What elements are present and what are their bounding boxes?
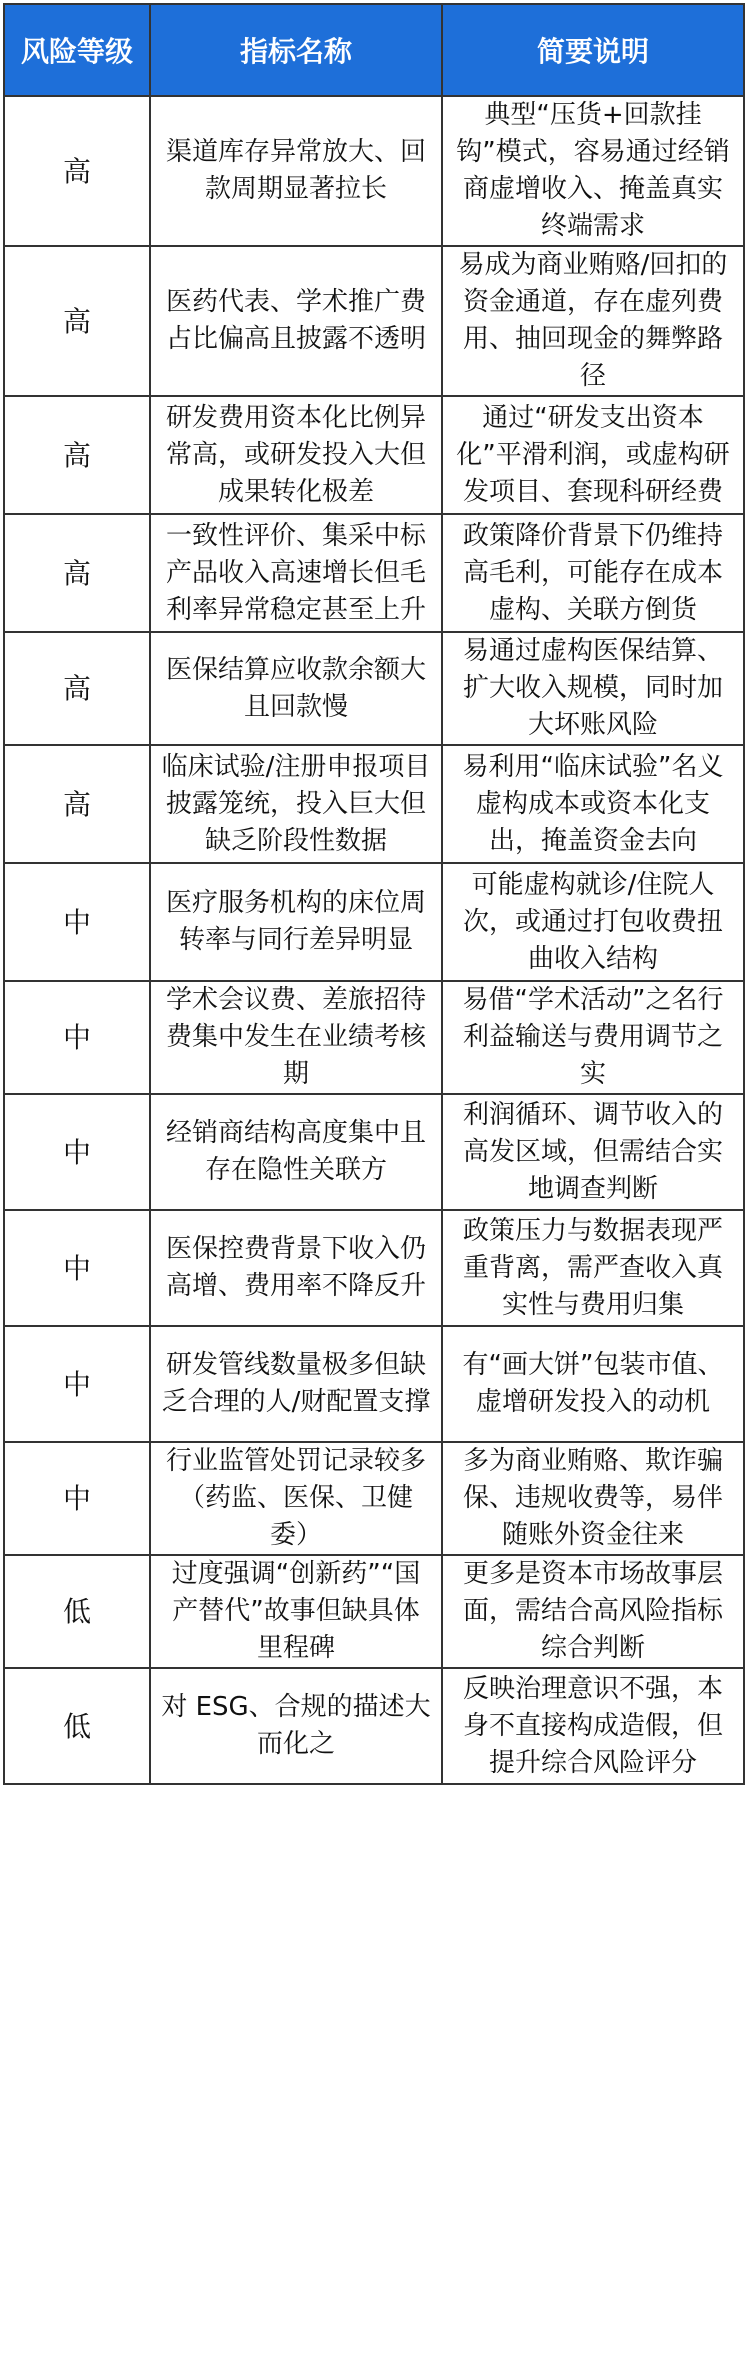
indicator-name-cell: 渠道库存异常放大、回款周期显著拉长 <box>150 96 442 246</box>
description-cell: 政策降价背景下仍维持高毛利，可能存在成本虚构、关联方倒货 <box>442 514 744 632</box>
risk-level-cell: 高 <box>4 632 150 745</box>
table-row <box>4 981 744 1094</box>
indicator-name-cell: 学术会议费、差旅招待费集中发生在业绩考核期 <box>150 981 442 1094</box>
description-cell: 易利用“临床试验”名义虚构成本或资本化支出，掩盖资金去向 <box>442 745 744 863</box>
description-cell: 有“画大饼”包装市值、虚增研发投入的动机 <box>442 1326 744 1442</box>
risk-level-cell: 中 <box>4 981 150 1094</box>
indicator-name-cell: 医保控费背景下收入仍高增、费用率不降反升 <box>150 1210 442 1326</box>
description-cell: 政策压力与数据表现严重背离，需严查收入真实性与费用归集 <box>442 1210 744 1326</box>
risk-level-cell: 高 <box>4 246 150 396</box>
description-cell: 通过“研发支出资本化”平滑利润，或虚构研发项目、套现科研经费 <box>442 396 744 514</box>
indicator-name-cell: 研发管线数量极多但缺乏合理的人/财配置支撑 <box>150 1326 442 1442</box>
indicator-name-cell: 过度强调“创新药”“国产替代”故事但缺具体里程碑 <box>150 1555 442 1668</box>
risk-level-cell: 高 <box>4 745 150 863</box>
risk-level-cell: 低 <box>4 1555 150 1668</box>
header-indicator-name: 指标名称 <box>150 4 442 96</box>
indicator-name-cell: 医保结算应收款余额大且回款慢 <box>150 632 442 745</box>
table-row <box>4 96 744 246</box>
indicator-name-cell: 临床试验/注册申报项目披露笼统，投入巨大但缺乏阶段性数据 <box>150 745 442 863</box>
indicator-name-cell: 对 ESG、合规的描述大而化之 <box>150 1668 442 1784</box>
indicator-name-cell: 一致性评价、集采中标产品收入高速增长但毛利率异常稳定甚至上升 <box>150 514 442 632</box>
risk-level-cell: 中 <box>4 1442 150 1555</box>
description-cell: 易通过虚构医保结算、扩大收入规模，同时加大坏账风险 <box>442 632 744 745</box>
risk-level-cell: 高 <box>4 514 150 632</box>
table-row <box>4 1668 744 1784</box>
table-header-row <box>4 4 744 96</box>
table-row <box>4 1326 744 1442</box>
risk-level-cell: 高 <box>4 396 150 514</box>
header-brief-description: 简要说明 <box>442 4 744 96</box>
header-risk-level: 风险等级 <box>4 4 150 96</box>
description-cell: 利润循环、调节收入的高发区域，但需结合实地调查判断 <box>442 1094 744 1210</box>
table-row <box>4 1555 744 1668</box>
risk-level-cell: 中 <box>4 863 150 981</box>
description-cell: 反映治理意识不强，本身不直接构成造假，但提升综合风险评分 <box>442 1668 744 1784</box>
indicator-name-cell: 研发费用资本化比例异常高，或研发投入大但成果转化极差 <box>150 396 442 514</box>
indicator-name-cell: 医药代表、学术推广费占比偏高且披露不透明 <box>150 246 442 396</box>
description-cell: 更多是资本市场故事层面，需结合高风险指标综合判断 <box>442 1555 744 1668</box>
description-cell: 可能虚构就诊/住院人次，或通过打包收费扭曲收入结构 <box>442 863 744 981</box>
description-cell: 典型“压货+回款挂钩”模式，容易通过经销商虚增收入、掩盖真实终端需求 <box>442 96 744 246</box>
description-cell: 易借“学术活动”之名行利益输送与费用调节之实 <box>442 981 744 1094</box>
table-row <box>4 1210 744 1326</box>
table-row <box>4 1442 744 1555</box>
table-row <box>4 396 744 514</box>
table-row <box>4 246 744 396</box>
risk-level-cell: 低 <box>4 1668 150 1784</box>
table-row <box>4 863 744 981</box>
description-cell: 易成为商业贿赂/回扣的资金通道，存在虚列费用、抽回现金的舞弊路径 <box>442 246 744 396</box>
risk-indicator-table <box>3 3 745 1785</box>
indicator-name-cell: 行业监管处罚记录较多（药监、医保、卫健委） <box>150 1442 442 1555</box>
table-row <box>4 632 744 745</box>
table-row <box>4 1094 744 1210</box>
risk-level-cell: 中 <box>4 1326 150 1442</box>
table-row <box>4 745 744 863</box>
indicator-name-cell: 经销商结构高度集中且存在隐性关联方 <box>150 1094 442 1210</box>
indicator-name-cell: 医疗服务机构的床位周转率与同行差异明显 <box>150 863 442 981</box>
risk-level-cell: 中 <box>4 1210 150 1326</box>
description-cell: 多为商业贿赂、欺诈骗保、违规收费等，易伴随账外资金往来 <box>442 1442 744 1555</box>
risk-level-cell: 高 <box>4 96 150 246</box>
risk-level-cell: 中 <box>4 1094 150 1210</box>
table-row <box>4 514 744 632</box>
